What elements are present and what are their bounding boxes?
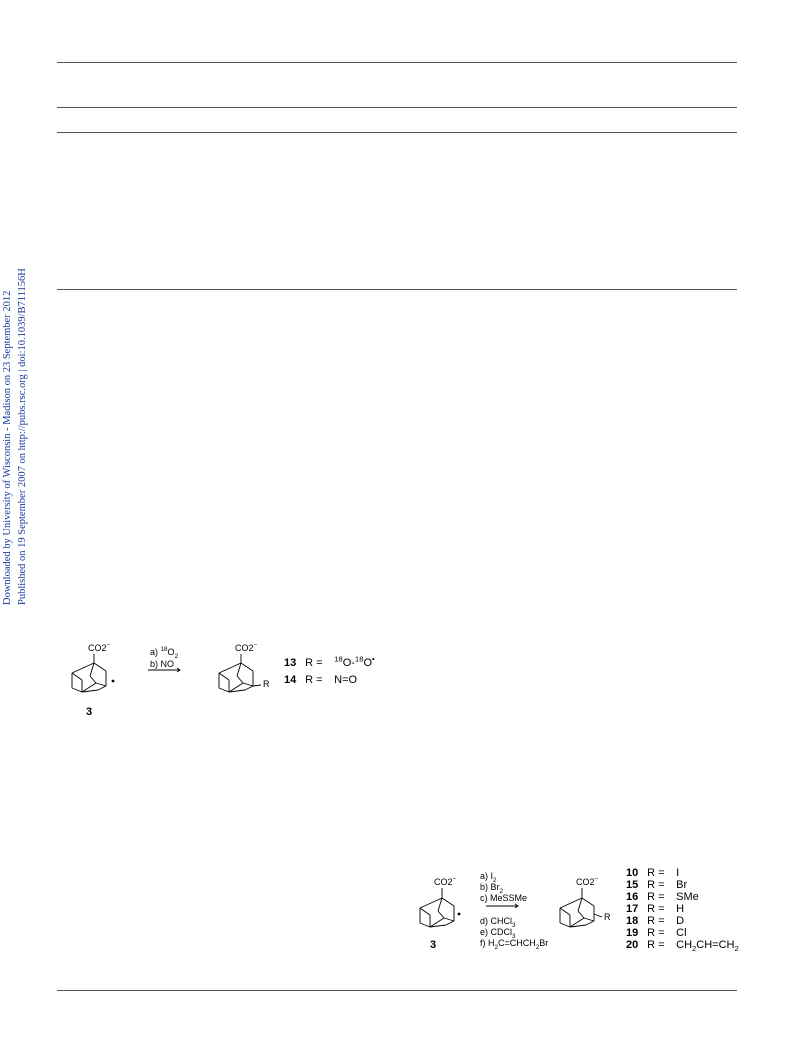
sidebar-downloaded-link[interactable]: Downloaded by University of Wisconsin - Madison on 23 September 2012: [2, 290, 13, 605]
product-15-row: 15 R = Br: [626, 879, 688, 891]
table-rule-2: [57, 132, 737, 133]
product-14-row: 14 R = N=O: [284, 674, 358, 686]
product-18-row: 18 R = D: [626, 915, 685, 927]
header-rule-top: [57, 62, 737, 63]
product-10-row: 10 R = I: [626, 867, 680, 879]
radical-dot-icon: [458, 913, 461, 916]
scheme-1: [60, 640, 390, 725]
scheme-2-reagent-f: f) $H_2C=CHCH_2Br$: [480, 938, 549, 951]
product-16-row: 16 R = SMe: [626, 891, 699, 903]
scheme-2-reagent-a: a) $I_2$: [480, 871, 497, 884]
table-rule-3: [57, 289, 737, 290]
scheme-2-start-co2: CO2−: [434, 876, 457, 887]
scheme-2-product-co2: CO2−: [576, 876, 599, 887]
scheme-1-reagent-a: a) $^{18}O_2$: [150, 646, 179, 660]
scheme-1-start-co2: CO2−: [88, 642, 111, 653]
scheme-1-product-r: R: [263, 679, 270, 689]
download-sidebar: [0, 263, 40, 608]
radical-dot-icon: [112, 680, 115, 683]
product-19-row: 19 R = Cl: [626, 927, 687, 939]
scheme-2-reagent-e: e) CDCl$_3$: [480, 927, 516, 940]
scheme-1-reagent-b: b) NO: [150, 659, 175, 669]
product-13-row: 13 R = $^{18}$O-$^{18}$O•: [284, 654, 375, 669]
product-20-row: 20 $R = CH_2CH=CH_2$: [626, 939, 739, 954]
scheme-2-product-r: R: [604, 912, 611, 922]
scheme-2-reagent-c: c) MeSSMe: [480, 893, 528, 903]
footer-rule: [57, 990, 737, 991]
table-rule-1: [57, 107, 737, 108]
scheme-2: [410, 866, 740, 956]
scheme-1-start-number: 3: [86, 706, 93, 718]
scheme-2-reagent-d: d) CHCl$_3$: [480, 916, 516, 929]
product-17-row: 17 R = H: [626, 903, 685, 915]
sidebar-published-link[interactable]: Published on 19 September 2007 on http://pubs.rsc.org | doi:10.1039/B711156H: [17, 268, 28, 605]
scheme-2-reagent-b: b) $Br_2$: [480, 882, 504, 895]
scheme-2-start-number: 3: [430, 939, 437, 951]
scheme-1-product-co2: CO2−: [235, 642, 258, 653]
